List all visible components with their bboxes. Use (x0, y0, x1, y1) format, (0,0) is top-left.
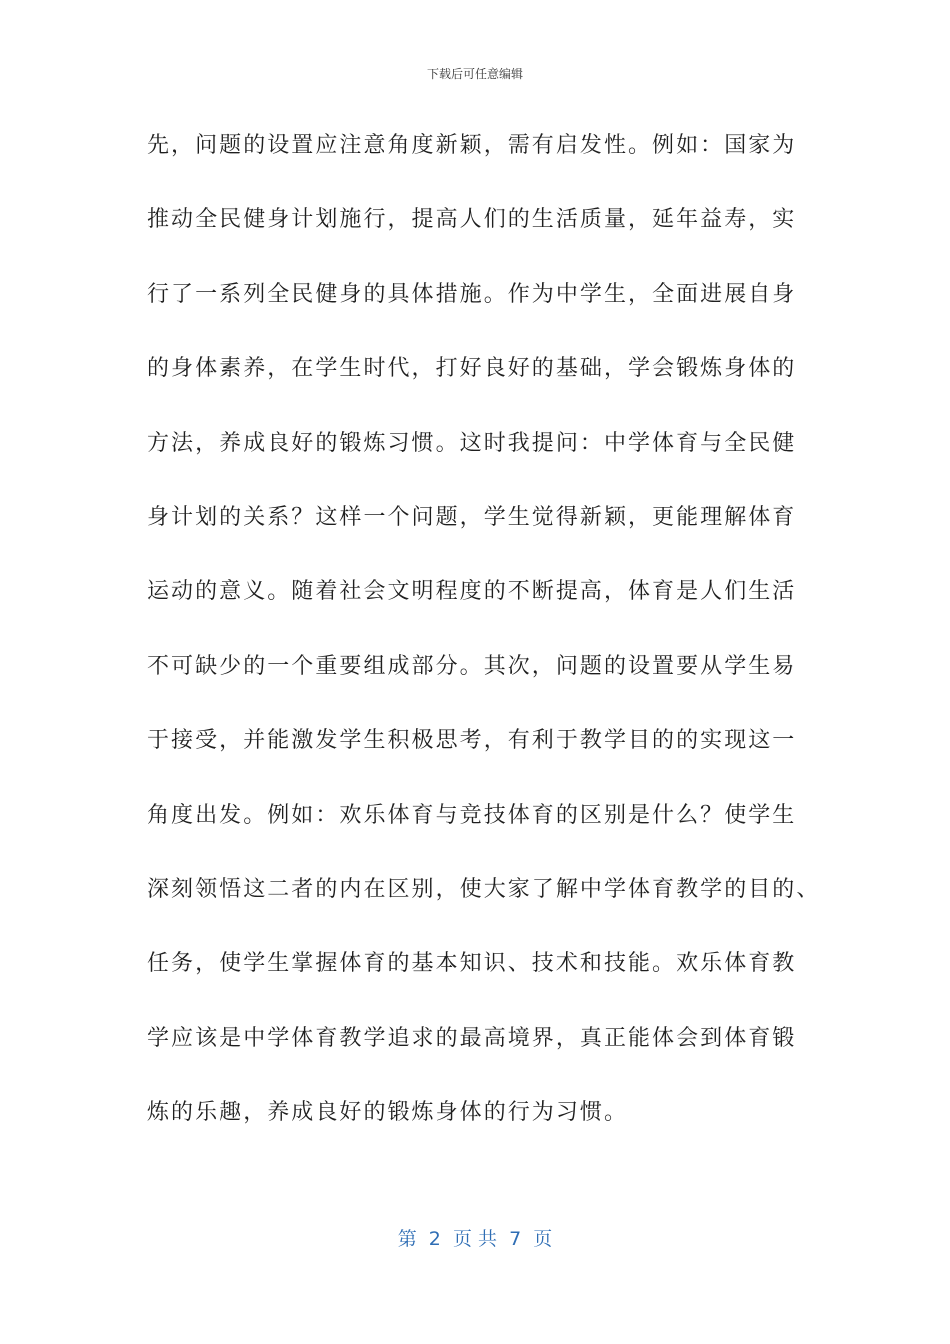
body-paragraph (147, 120, 827, 1161)
text-line: 任务，使学生掌握体育的基本知识、技术和技能。欢乐体育教 (147, 951, 797, 977)
page-number-footer: 第 2 页 共 7 页 (397, 1228, 553, 1250)
text-line: 于接受，并能激发学生积极思考，有利于教学目的的实现这一 (147, 728, 797, 754)
text-line: 推动全民健身计划施行，提高人们的生活质量，延年益寿，实 (147, 207, 797, 233)
text-line: 行了一系列全民健身的具体措施。作为中学生，全面进展自身 (147, 281, 797, 307)
text-line: 深刻领悟这二者的内在区别，使大家了解中学体育教学的目的、 (147, 876, 821, 902)
text-line: 运动的意义。随着社会文明程度的不断提高，体育是人们生活 (147, 579, 797, 605)
text-line: 方法，养成良好的锻炼习惯。这时我提问：中学体育与全民健 (147, 430, 797, 456)
text-line: 学应该是中学体育教学追求的最高境界，真正能体会到体育锻 (147, 1025, 797, 1051)
text-line: 角度出发。例如：欢乐体育与竞技体育的区别是什么？使学生 (147, 802, 797, 828)
text-line: 身计划的关系？这样一个问题，学生觉得新颖，更能理解体育 (147, 504, 797, 530)
text-line: 炼的乐趣，养成良好的锻炼身体的行为习惯。 (147, 1100, 629, 1126)
text-line: 不可缺少的一个重要组成部分。其次，问题的设置要从学生易 (147, 653, 797, 679)
text-line: 先，问题的设置应注意角度新颖，需有启发性。例如：国家为 (147, 133, 797, 158)
page-header-note: 下载后可任意编辑 (426, 67, 523, 81)
text-line: 的身体素养，在学生时代，打好良好的基础，学会锻炼身体的 (147, 356, 797, 382)
